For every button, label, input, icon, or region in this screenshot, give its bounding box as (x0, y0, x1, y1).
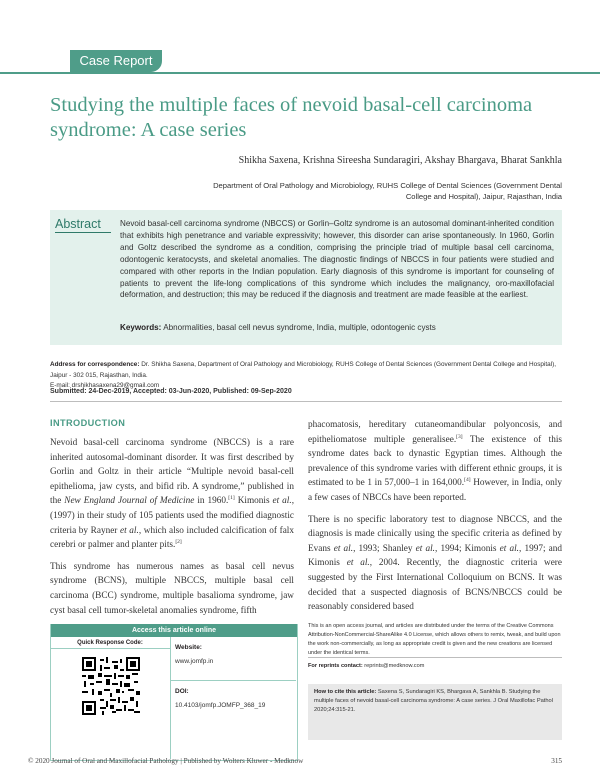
paragraph: There is no specific laboratory test to diagnose NBCCS, and the diagnosis is made clinically using the specific criteria as defined by Evans et al., 1993; Shanley et al., 1994; Kimonis et al., 1997; and Kimonis et al., 2004. Recently, the diagnostic criteria were suggested by the First International Colloquium on BCNS. It was decided that a suspected diagnosis of BCNS/NBCCS could be reasonably considered based (308, 514, 563, 613)
keywords-label: Keywords: (120, 323, 162, 332)
qr-code-icon[interactable] (82, 657, 140, 715)
license-text: This is an open access journal, and articles are distributed under the terms of the Creative Commons Attribution-NonCommercial-ShareAlike 4.0 License, which allows others to remix, tweak, and build upon the work non-commercially, as long as appropriate credit is given and the new creations are licensed under the identical terms. (308, 623, 561, 656)
correspondence-text: Dr. Shikha Saxena, Department of Oral Pathology and Microbiology, RUHS College of Dental Sciences (Government Dental College and Hospital), Jaipur - 302 015, Rajasthan, India. (50, 361, 557, 379)
publication-dates: Submitted: 24-Dec-2019, Accepted: 03-Jun-2020, Published: 09-Sep-2020 (50, 388, 292, 395)
abstract-text: Nevoid basal-cell carcinoma syndrome (NBCCS) or Gorlin–Goltz syndrome is an autosomal dominant-inherited condition that exhibits high penetrance and variable expressivity; however, this disorder can arise spontaneously. In 1960, Gorlin and Goltz described the syndrome as a condition, comprising the principle triad of multiple basal cell carcinoma, odontogenic keratocysts, and skeletal anomalies. The diagnostic findings of NBCCS in four patients were studied and compared with other reports in the Indian population. Early diagnosis of this syndrome is important for counseling of patients to prevent the life-long complications of this syndrome which includes the malignancy, oro-maxillofacial deformation, and destruction; this may be reduced if the diagnosis and treatment are made feasible at the earliest. (120, 219, 554, 300)
body-column-left (50, 436, 294, 625)
reprints-email[interactable]: reprints@medknow.com (364, 663, 425, 669)
correspondence-block (50, 360, 562, 392)
citation-ref[interactable]: [3] (456, 433, 463, 440)
access-heading: Access this article online (51, 624, 297, 637)
website-label: Website: (175, 644, 202, 651)
reprints-contact (308, 663, 424, 669)
divider (308, 657, 562, 658)
citation-ref[interactable]: [1] (228, 495, 235, 502)
paragraph: Nevoid basal-cell carcinoma syndrome (NBCCS) is a rare inherited autosomal-dominant disorder. It was first described by Gorlin and Goltz in their article “Multiple nevoid basal-cell epithelioma, jaw cysts, and bifid rib. A syndrome,” published in the New England Journal of Medicine in 1960.[1] Kimonis et al., (1997) in their study of 105 patients used the modified diagnostic criteria by Rayner et al., which also included calcification of falx cerebri or palmer and planter pits.[2] (50, 438, 295, 551)
divider (170, 637, 171, 759)
cite-label: How to cite this article: (314, 689, 377, 695)
doi-link[interactable]: 10.4103/jomfp.JOMFP_368_19 (175, 702, 266, 709)
keywords (120, 323, 554, 332)
article-title: Studying the multiple faces of nevoid basal-cell carcinoma syndrome: A case series (50, 94, 533, 141)
keywords-text: Abnormalities, basal cell nevus syndrome, India, multiple, odontogenic cysts (163, 323, 436, 332)
article-type-tab: Case Report (70, 50, 162, 72)
body-column-right (308, 418, 562, 622)
author-list: Shikha Saxena, Krishna Sireesha Sundaragiri, Akshay Bhargava, Bharat Sankhla (238, 155, 562, 166)
paragraph: This syndrome has numerous names as basal cell nevus syndrome (BCNS), multiple NBCCS, multiple basal cell carcinoma (BCC) syndrome, multiple basalioma syndrome, jaw cyst basal cell tumor-skeletal anomalies syndrome, fifth (50, 561, 294, 616)
qr-label: Quick Response Code: (77, 640, 143, 646)
citation-ref[interactable]: [2] (175, 539, 182, 546)
divider (171, 680, 296, 681)
abstract-label: Abstract (55, 217, 111, 233)
how-to-cite (314, 688, 558, 715)
website-link[interactable]: www.jomfp.in (175, 658, 214, 665)
header-rule (0, 72, 600, 74)
paragraph: phacomatosis, hereditary cutaneomandibular polyoncosis, and epitheliomatose multiple generalisee.[3] The existence of this syndrome dates back to dynastic Egyptian times. Although the prevalence of this syndrome varies with different ethnic groups, it is estimated to be 1 in 57,000–1 in 164,000.[4] However, in India, only a few cases of NBCCs have been reported. (308, 420, 562, 503)
journal-name: New England Journal of Medicine (64, 496, 195, 507)
correspondence-label: Address for correspondence: (50, 361, 140, 368)
cite-text: Saxena S, Sundaragiri KS, Bhargava A, Sankhla B. Studying the multiple faces of nevoid basal-cell carcinoma syndrome: A case series. J Oral Maxillofac Pathol 2020;24:315-21. (314, 689, 553, 713)
footer-text: © 2020 Journal of Oral and Maxillofacial Pathology | Published by Wolters Kluwer - Medknow (28, 757, 304, 765)
section-heading: INTRODUCTION (50, 418, 126, 428)
correspondence-email[interactable]: E-mail: drshikhasaxena29@gmail.com (50, 382, 160, 389)
affiliation: Department of Oral Pathology and Microbiology, RUHS College of Dental Sciences (Government Dental College and Hospital), Jaipur, Rajasthan, India (213, 181, 562, 201)
divider (50, 401, 562, 402)
citation-ref[interactable]: [4] (464, 477, 471, 484)
page-number: 315 (551, 757, 562, 765)
doi-label: DOI: (175, 688, 189, 695)
divider (51, 648, 170, 649)
reprints-label: For reprints contact: (308, 663, 363, 669)
